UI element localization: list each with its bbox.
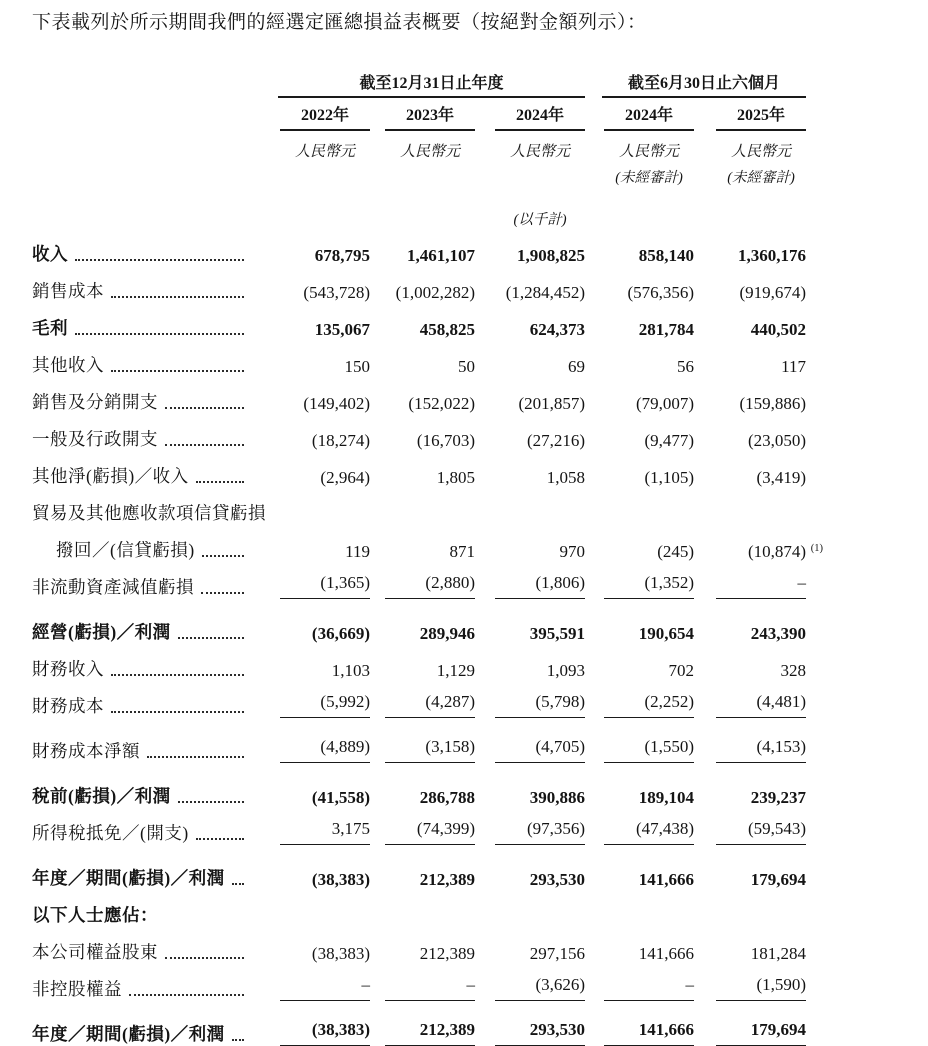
- value-cell: (149,402): [303, 393, 370, 413]
- value-cell: 3,175: [280, 819, 370, 845]
- dot-leader: [202, 555, 244, 557]
- value-cell: (36,669): [311, 623, 370, 643]
- table-row: [32, 414, 806, 451]
- value-cell: 243,390: [750, 623, 807, 643]
- value-cell: –: [716, 573, 806, 599]
- row-label: 財務收入: [32, 658, 104, 679]
- value-cell: 190,654: [638, 623, 695, 643]
- dot-leader: [178, 801, 244, 803]
- value-cell: (1,590): [716, 975, 806, 1001]
- value-cell: 141,666: [638, 943, 695, 963]
- value-cell: (576,356): [627, 282, 695, 302]
- dot-leader: [75, 333, 244, 335]
- currency-label: 人民幣元: [619, 143, 680, 160]
- income-statement-table: [32, 70, 824, 1046]
- value-cell: 297,156: [529, 943, 586, 963]
- table-row: [32, 266, 806, 303]
- year-header-2025-interim: 2025年: [716, 102, 806, 131]
- value-cell: 150: [344, 356, 370, 376]
- table-row: [32, 644, 806, 681]
- table-row: [32, 1001, 806, 1046]
- dot-leader: [111, 370, 244, 372]
- group-header-row: [32, 70, 806, 98]
- row-label: 貿易及其他應收款項信貸虧損: [32, 502, 266, 523]
- col-group-annual: 截至12月31日止年度: [278, 70, 585, 98]
- row-label: 其他淨(虧損)／收入: [32, 465, 189, 486]
- value-cell: (159,886): [739, 393, 807, 413]
- currency-label: 人民幣元: [294, 143, 355, 160]
- table-row: [32, 808, 806, 845]
- value-cell: (4,889): [280, 737, 370, 763]
- row-label: 所得稅抵免／(開支): [32, 822, 189, 843]
- value-cell: 1,461,107: [407, 245, 475, 265]
- table-row: [32, 488, 806, 525]
- value-cell: 281,784: [638, 319, 695, 339]
- row-label: 以下人士應佔：: [32, 904, 158, 925]
- currency-row: [32, 131, 806, 161]
- row-label: 非流動資產減值虧損: [32, 576, 194, 597]
- row-label: 毛利: [32, 317, 68, 338]
- value-cell: (4,705): [495, 737, 585, 763]
- dot-leader: [165, 957, 244, 959]
- value-cell: 1,908,825: [517, 245, 586, 265]
- value-cell: (47,438): [604, 819, 694, 845]
- value-cell: 395,591: [529, 623, 586, 643]
- value-cell: (3,158): [385, 737, 475, 763]
- value-cell: (1,352): [604, 573, 694, 599]
- value-cell: 289,946: [419, 623, 475, 643]
- year-header-2024: 2024年: [495, 102, 585, 131]
- value-cell: 179,694: [750, 869, 807, 889]
- dot-leader: [147, 756, 244, 758]
- value-cell: 286,788: [419, 787, 475, 807]
- value-cell: (41,558): [311, 787, 370, 807]
- value-cell: 141,666: [604, 1020, 694, 1046]
- value-cell: 293,530: [495, 1020, 585, 1046]
- value-cell: 1,058: [546, 467, 586, 487]
- dot-leader: [196, 838, 244, 840]
- row-label: 非控股權益: [32, 978, 122, 999]
- value-cell: 871: [449, 541, 475, 561]
- value-cell: 69: [568, 356, 586, 376]
- table-row: [32, 377, 806, 414]
- dot-leader: [129, 994, 244, 996]
- table-row: [32, 599, 806, 644]
- value-cell: (27,216): [526, 430, 586, 450]
- audit-note-unaudited: (未經審計): [727, 169, 795, 186]
- table-row: [32, 890, 806, 927]
- value-cell: (2,880): [385, 573, 475, 599]
- value-cell: (79,007): [635, 393, 695, 413]
- value-cell: (59,543): [716, 819, 806, 845]
- value-cell: (1,365): [280, 573, 370, 599]
- value-cell: 1,103: [331, 660, 370, 680]
- value-cell: 117: [781, 356, 807, 376]
- value-cell: (9,477): [644, 430, 695, 450]
- value-cell: –: [604, 975, 694, 1001]
- value-cell: 212,389: [385, 1020, 475, 1046]
- unit-note-thousands: (以千計): [513, 211, 567, 228]
- value-cell: (5,992): [280, 692, 370, 718]
- value-cell: (2,964): [320, 467, 370, 487]
- value-cell: 440,502: [750, 319, 807, 339]
- table-body: [32, 229, 824, 1046]
- value-cell: 458,825: [419, 319, 475, 339]
- value-cell: –: [280, 975, 370, 1001]
- value-cell: (1,550): [604, 737, 694, 763]
- year-header-2022: 2022年: [280, 102, 370, 131]
- value-cell: (3,419): [756, 467, 807, 487]
- table-row: [32, 525, 806, 562]
- currency-label: 人民幣元: [731, 143, 792, 160]
- value-cell: 1,805: [436, 467, 475, 487]
- value-cell: (201,857): [518, 393, 586, 413]
- value-cell: (5,798): [495, 692, 585, 718]
- table-row: [32, 229, 806, 266]
- dot-leader: [165, 407, 244, 409]
- row-label: 稅前(虧損)／利潤: [32, 785, 171, 806]
- value-cell: (4,481): [716, 692, 806, 718]
- dot-leader: [178, 637, 244, 639]
- year-header-row: [32, 98, 806, 131]
- value-cell: (38,383): [280, 1020, 370, 1046]
- table-header: [32, 70, 806, 229]
- row-label: 財務成本淨額: [32, 740, 140, 761]
- dot-leader: [165, 444, 244, 446]
- value-cell: 328: [780, 660, 807, 680]
- table-row: [32, 681, 806, 718]
- footnote-ref: (1): [810, 542, 824, 554]
- value-cell: 239,237: [750, 787, 807, 807]
- row-label: 經營(虧損)／利潤: [32, 621, 171, 642]
- table-row: [32, 763, 806, 808]
- row-label: 收入: [32, 243, 68, 264]
- row-label: 年度／期間(虧損)／利潤: [32, 1023, 225, 1044]
- value-cell: 293,530: [529, 869, 586, 889]
- row-label: 一般及行政開支: [32, 428, 158, 449]
- value-cell: (543,728): [303, 282, 370, 302]
- audit-note-row: [32, 161, 806, 187]
- value-cell: 390,886: [529, 787, 586, 807]
- value-cell: –: [385, 975, 475, 1001]
- value-cell: 858,140: [638, 245, 695, 265]
- value-cell: 702: [668, 660, 695, 680]
- table-row: [32, 718, 806, 763]
- row-label: 年度／期間(虧損)／利潤: [32, 867, 225, 888]
- table-row: [32, 562, 806, 599]
- value-cell: (152,022): [408, 393, 475, 413]
- table-caption: 下表載列於所示期間我們的經選定匯總損益表概要（按絕對金額列示）：: [32, 12, 647, 33]
- value-cell: (18,274): [311, 430, 370, 450]
- year-header-2023: 2023年: [385, 102, 475, 131]
- value-cell: 135,067: [314, 319, 370, 339]
- dot-leader: [111, 674, 244, 676]
- table-row: [32, 340, 806, 377]
- value-cell: 1,360,176: [738, 245, 807, 265]
- audit-note-unaudited: (未經審計): [615, 169, 683, 186]
- currency-label: 人民幣元: [510, 143, 571, 160]
- value-cell: 179,694: [716, 1020, 806, 1046]
- dot-leader: [196, 481, 244, 483]
- value-cell: (16,703): [416, 430, 475, 450]
- value-cell: 189,104: [638, 787, 695, 807]
- table-row: [32, 303, 806, 340]
- value-cell: (23,050): [747, 430, 807, 450]
- dot-leader: [232, 883, 244, 885]
- value-cell: 50: [458, 356, 475, 376]
- dot-leader: [111, 296, 244, 298]
- value-cell: (10,874) (1): [747, 541, 824, 561]
- row-label: 財務成本: [32, 695, 104, 716]
- dot-leader: [75, 259, 244, 261]
- value-cell: (245): [657, 541, 695, 561]
- value-cell: (4,287): [385, 692, 475, 718]
- value-cell: (97,356): [495, 819, 585, 845]
- year-header-2024-interim: 2024年: [604, 102, 694, 131]
- value-cell: (919,674): [739, 282, 807, 302]
- value-cell: 181,284: [750, 943, 807, 963]
- dot-leader: [201, 592, 244, 594]
- value-cell: (1,002,282): [395, 282, 475, 302]
- dot-leader: [232, 1039, 244, 1041]
- value-cell: (38,383): [311, 869, 370, 889]
- value-cell: 212,389: [419, 943, 475, 963]
- value-cell: 119: [345, 541, 370, 561]
- value-cell: (1,806): [495, 573, 585, 599]
- value-cell: (1,105): [644, 467, 695, 487]
- value-cell: 212,389: [419, 869, 475, 889]
- row-label: 本公司權益股東: [32, 941, 158, 962]
- table-row: [32, 845, 806, 890]
- unit-note-row: [32, 187, 806, 229]
- value-cell: 1,093: [546, 660, 586, 680]
- row-label: 銷售及分銷開支: [32, 391, 158, 412]
- value-cell: (2,252): [604, 692, 694, 718]
- value-cell: (38,383): [311, 943, 370, 963]
- value-cell: (74,399): [385, 819, 475, 845]
- value-cell: 1,129: [436, 660, 475, 680]
- value-cell: (4,153): [716, 737, 806, 763]
- table-row: [32, 964, 806, 1001]
- dot-leader: [111, 711, 244, 713]
- table-row: [32, 927, 806, 964]
- value-cell: 970: [559, 541, 586, 561]
- table-row: [32, 451, 806, 488]
- currency-label: 人民幣元: [399, 143, 460, 160]
- value-cell: 56: [677, 356, 695, 376]
- row-label: 其他收入: [32, 354, 104, 375]
- col-group-interim: 截至6月30日止六個月: [602, 70, 806, 98]
- row-label: 銷售成本: [32, 280, 104, 301]
- row-label: 撥回／(信貸虧損): [56, 539, 195, 560]
- value-cell: 141,666: [638, 869, 695, 889]
- value-cell: 624,373: [529, 319, 586, 339]
- value-cell: 678,795: [314, 245, 370, 265]
- value-cell: (3,626): [495, 975, 585, 1001]
- value-cell: (1,284,452): [505, 282, 586, 302]
